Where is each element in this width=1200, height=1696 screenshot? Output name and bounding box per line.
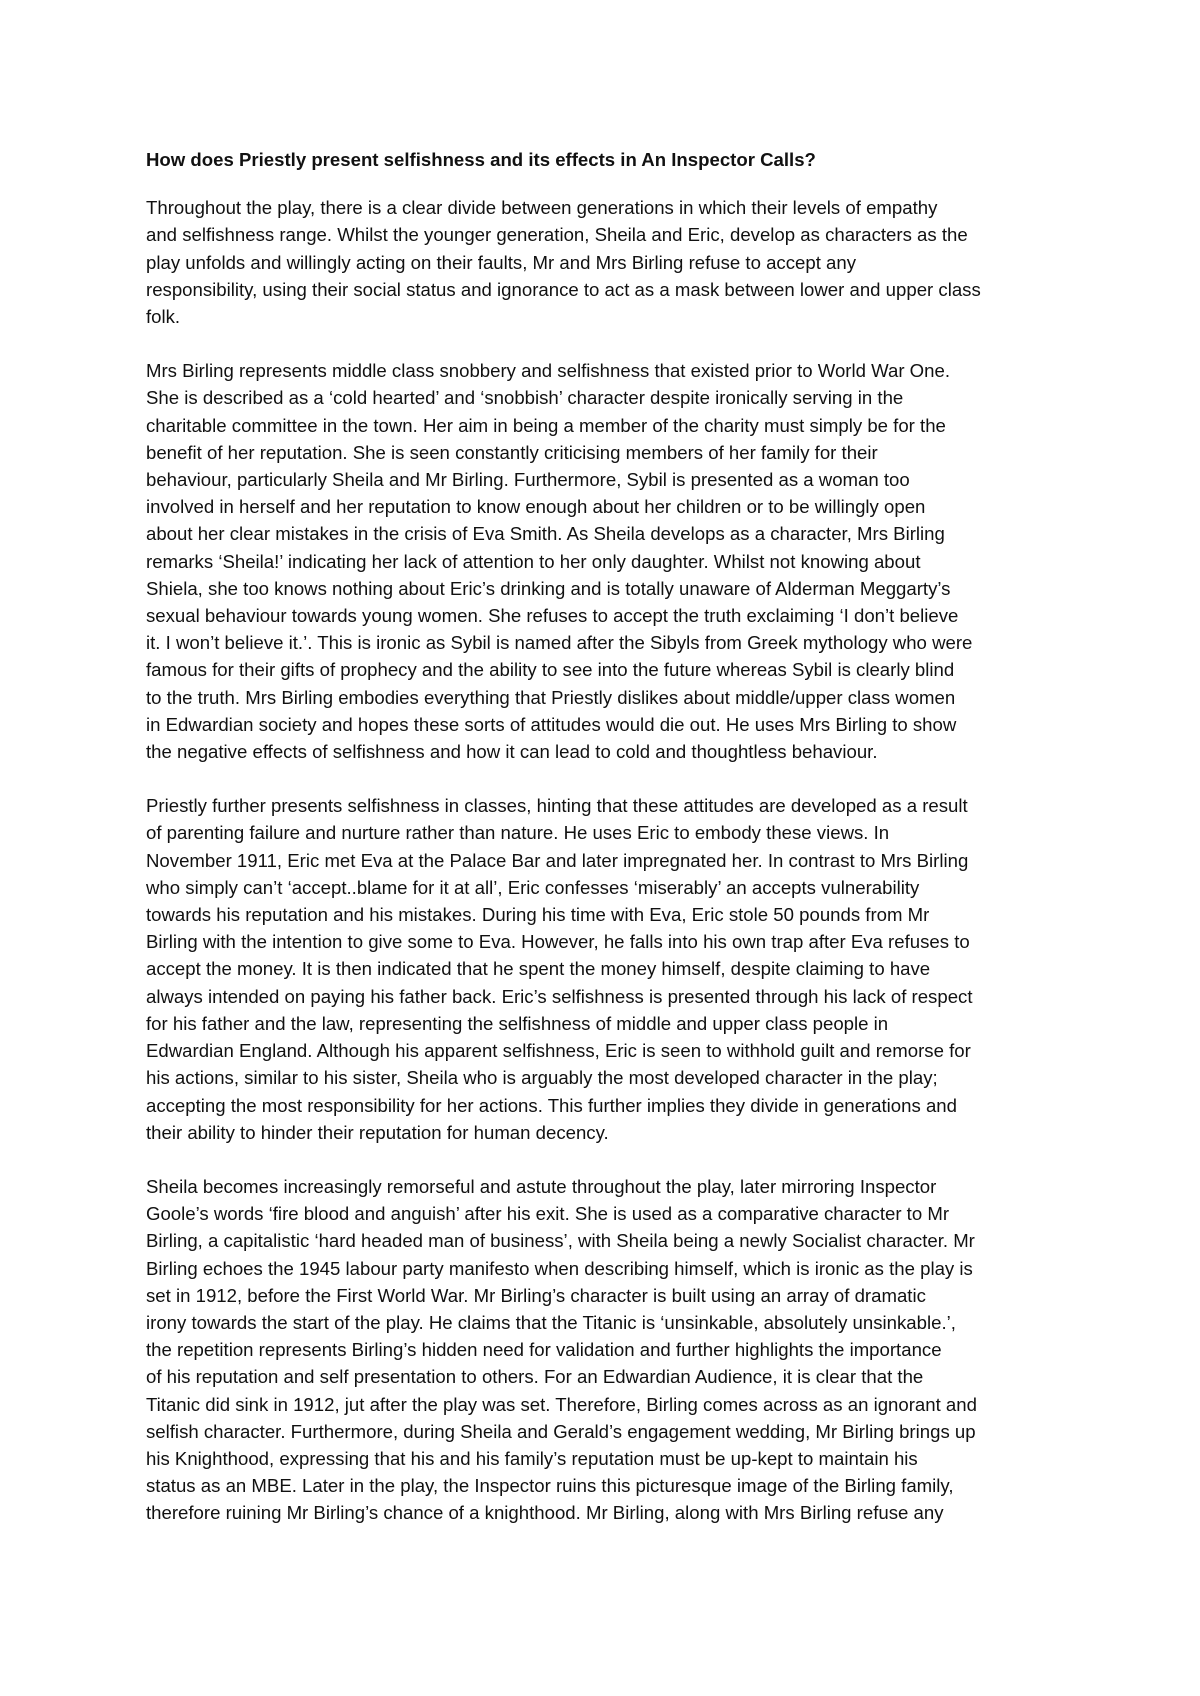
text-line: involved in herself and her reputation to know enough about her children or to be willingly open [146, 496, 926, 518]
text-line: of his reputation and self presentation to others. For an Edwardian Audience, it is clear that the [146, 1366, 924, 1388]
text-line: Throughout the play, there is a clear divide between generations in which their levels of empathy [146, 197, 938, 219]
text-line: charitable committee in the town. Her aim in being a member of the charity must simply be for the [146, 414, 946, 436]
paragraph [146, 357, 1070, 765]
text-line: status as an MBE. Later in the play, the Inspector ruins this picturesque image of the Birling family, [146, 1475, 954, 1497]
text-line: of parenting failure and nurture rather than nature. He uses Eric to embody these views. In [146, 822, 890, 844]
text-line: play unfolds and willingly acting on their faults, Mr and Mrs Birling refuse to accept any [146, 251, 857, 273]
text-line: Birling, a capitalistic ‘hard headed man of business’, with Sheila being a newly Socialist character. Mr [146, 1230, 975, 1252]
text-line: benefit of her reputation. She is seen constantly criticising members of her family for their [146, 441, 878, 463]
document-body [146, 146, 1070, 1554]
text-line: about her clear mistakes in the crisis of Eva Smith. As Sheila develops as a character, Mrs Birling [146, 523, 945, 545]
text-line: always intended on paying his father back. Eric’s selfishness is presented through his lack of respect [146, 985, 973, 1007]
text-line: his actions, similar to his sister, Sheila who is arguably the most developed character in the play; [146, 1067, 938, 1089]
text-line: famous for their gifts of prophecy and the ability to see into the future whereas Sybil is clearly blind [146, 659, 955, 681]
text-line: selfish character. Furthermore, during Sheila and Gerald’s engagement wedding, Mr Birling brings up [146, 1420, 976, 1442]
text-line: his Knighthood, expressing that his and his family’s reputation must be up-kept to maintain his [146, 1447, 918, 1469]
text-line: Titanic did sink in 1912, jut after the play was set. Therefore, Birling comes across as an ignorant and [146, 1393, 977, 1415]
text-line: irony towards the start of the play. He claims that the Titanic is ‘unsinkable, absolutely unsinkable.’, [146, 1311, 956, 1333]
text-line: November 1911, Eric met Eva at the Palace Bar and later impregnated her. In contrast to Mrs Birling [146, 849, 969, 871]
text-line: Shiela, she too knows nothing about Eric’s drinking and is totally unaware of Alderman Meggarty’s [146, 577, 951, 599]
text-line: Mrs Birling represents middle class snobbery and selfishness that existed prior to World War One. [146, 360, 950, 382]
text-line: the repetition represents Birling’s hidden need for validation and further highlights the importance [146, 1339, 942, 1361]
text-line: Birling with the intention to give some to Eva. However, he falls into his own trap after Eva refuses to [146, 931, 970, 953]
text-line: responsibility, using their social status and ignorance to act as a mask between lower and upper class [146, 278, 981, 300]
text-line: Birling echoes the 1945 labour party manifesto when describing himself, which is ironic as the play is [146, 1257, 973, 1279]
text-line: the negative effects of selfishness and how it can lead to cold and thoughtless behaviour. [146, 741, 878, 763]
paragraph [146, 194, 1070, 330]
text-line: behaviour, particularly Sheila and Mr Birling. Furthermore, Sybil is presented as a woman too [146, 469, 910, 491]
text-line: towards his reputation and his mistakes. During his time with Eva, Eric stole 50 pounds from Mr [146, 904, 930, 926]
paragraph [146, 792, 1070, 1146]
text-line: for his father and the law, representing the selfishness of middle and upper class people in [146, 1012, 889, 1034]
text-line: accept the money. It is then indicated that he spent the money himself, despite claiming to have [146, 958, 931, 980]
text-line: sexual behaviour towards young women. She refuses to accept the truth exclaiming ‘I don’t believe [146, 605, 959, 627]
paragraphs-container [146, 194, 1070, 1526]
text-line: to the truth. Mrs Birling embodies everything that Priestly dislikes about middle/upper class women [146, 686, 956, 708]
text-line: She is described as a ‘cold hearted’ and ‘snobbish’ character despite ironically serving in the [146, 387, 904, 409]
essay-title: How does Priestly present selfishness and its effects in An Inspector Calls? [146, 149, 816, 170]
text-line: in Edwardian society and hopes these sorts of attitudes would die out. He uses Mrs Birling to show [146, 713, 957, 735]
text-line: who simply can’t ‘accept..blame for it at all’, Eric confesses ‘miserably’ an accepts vulnerability [146, 876, 920, 898]
paragraph [146, 1173, 1070, 1527]
text-line: their ability to hinder their reputation for human decency. [146, 1121, 609, 1143]
text-line: Goole’s words ‘fire blood and anguish’ after his exit. She is used as a comparative character to Mr [146, 1203, 950, 1225]
text-line: Sheila becomes increasingly remorseful and astute throughout the play, later mirroring Inspector [146, 1175, 937, 1197]
text-line: Edwardian England. Although his apparent selfishness, Eric is seen to withhold guilt and remorse for [146, 1040, 971, 1062]
text-line: Priestly further presents selfishness in classes, hinting that these attitudes are developed as a result [146, 795, 968, 817]
text-line: accepting the most responsibility for her actions. This further implies they divide in generations and [146, 1094, 957, 1116]
text-line: therefore ruining Mr Birling’s chance of a knighthood. Mr Birling, along with Mrs Birling refuse any [146, 1502, 944, 1524]
text-line: set in 1912, before the First World War. Mr Birling’s character is built using an array of dramatic [146, 1284, 926, 1306]
text-line: remarks ‘Sheila!’ indicating her lack of attention to her only daughter. Whilst not knowing about [146, 550, 921, 572]
text-line: folk. [146, 306, 181, 328]
text-line: it. I won’t believe it.’. This is ironic as Sybil is named after the Sibyls from Greek mythology who were [146, 632, 973, 654]
text-line: and selfishness range. Whilst the younger generation, Sheila and Eric, develop as characters as the [146, 224, 968, 246]
